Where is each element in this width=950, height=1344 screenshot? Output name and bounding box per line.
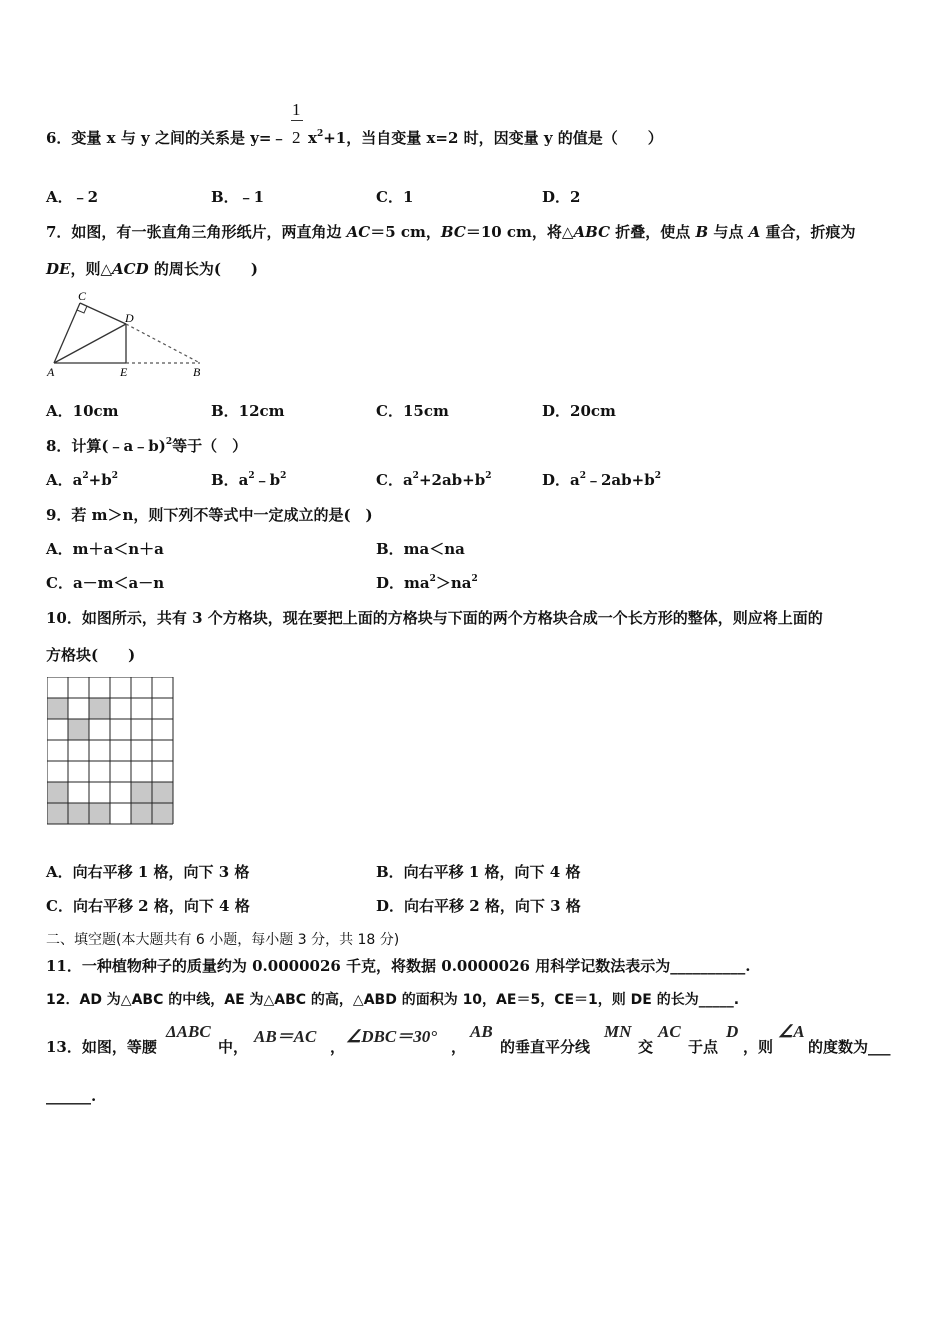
q10-option-c: C．向右平移 2 格，向下 4 格 bbox=[46, 897, 250, 915]
q8-b-pre: B．a bbox=[211, 471, 249, 489]
q8-stem-text: 8．计算(﹣a﹣b) bbox=[46, 437, 166, 455]
q7-text-e: 与点 bbox=[708, 223, 749, 241]
q7-option-b: B．12cm bbox=[211, 402, 285, 420]
q10-grid-figure bbox=[47, 677, 177, 825]
q13-t3: ， bbox=[330, 1038, 346, 1056]
q11-stem: 11．一种植物种子的质量约为 0.0000026 千克，将数据 0.0000026 用科学记数法表示为__________. bbox=[46, 957, 751, 975]
q13-m-angle-a: ∠A bbox=[778, 1022, 805, 1041]
q7-label-a: A bbox=[47, 365, 55, 379]
q7-text-c: ＝10 cm，将△ bbox=[465, 223, 574, 241]
q13-m-d: D bbox=[726, 1022, 739, 1041]
q9-option-d bbox=[376, 572, 478, 593]
q7-bc: BC bbox=[440, 223, 466, 241]
q13-t7: 于点 bbox=[688, 1038, 719, 1056]
q8-stem bbox=[46, 435, 247, 456]
q8-stem-sup: 2 bbox=[165, 437, 173, 447]
q9-d-sup2: 2 bbox=[471, 574, 478, 584]
q13-t9: 的度数为___ bbox=[808, 1038, 891, 1056]
q10-option-a: A．向右平移 1 格，向下 3 格 bbox=[46, 863, 250, 881]
grid-cell-bottom-3 bbox=[68, 803, 89, 824]
q7-acd: ACD bbox=[112, 260, 149, 278]
grid-cell-bottom-6 bbox=[152, 782, 173, 803]
q7-edge-db-dashed bbox=[126, 324, 200, 363]
grid-cell-bottom-8 bbox=[131, 803, 152, 824]
q7-option-a: A．10cm bbox=[46, 402, 119, 420]
q8-b-mid: ﹣b bbox=[254, 471, 281, 489]
q13-t6: 交 bbox=[638, 1038, 654, 1056]
q7-de: DE bbox=[46, 260, 71, 278]
q6-post-x: x bbox=[308, 129, 317, 147]
q13-t8: ，则 bbox=[743, 1038, 774, 1056]
q8-d-sup1: 2 bbox=[579, 471, 586, 481]
grid-cell-bottom-4 bbox=[89, 803, 110, 824]
grid-cell-bottom-1 bbox=[47, 782, 68, 803]
q7-option-c: C．15cm bbox=[376, 402, 449, 420]
q7-edge-ad bbox=[54, 324, 126, 363]
q8-c-sup2: 2 bbox=[485, 471, 492, 481]
q6-post-rest: +1，当自变量 x=2 时，因变量 y 的值是（ ） bbox=[323, 129, 663, 147]
grid-cell-top-2 bbox=[89, 698, 110, 719]
q13-m-triangle-abc: ΔABC bbox=[166, 1022, 211, 1041]
q13-t4: ， bbox=[451, 1038, 467, 1056]
q8-d-sup2: 2 bbox=[654, 471, 661, 481]
q10-line2: 方格块( ) bbox=[46, 646, 136, 664]
q7-line1 bbox=[46, 221, 855, 242]
q7-text-d: 折叠，使点 bbox=[610, 223, 696, 241]
q9-option-a: A．m＋a＜n＋a bbox=[46, 540, 164, 558]
q6-pre: 6．变量 x 与 y 之间的关系是 y=﹣ bbox=[46, 129, 287, 147]
q12-stem: 12．AD 为△ABC 的中线，AE 为△ABC 的高，△ABD 的面积为 10，AE＝5，CE＝1，则 DE 的长为_____. bbox=[46, 992, 740, 1008]
q9-d-sup1: 2 bbox=[429, 574, 436, 584]
q8-option-d bbox=[542, 469, 661, 490]
q8-option-b bbox=[211, 469, 286, 490]
q8-c-sup1: 2 bbox=[412, 471, 419, 481]
grid-cell-bottom-2 bbox=[47, 803, 68, 824]
q7-line2 bbox=[46, 258, 258, 279]
q9-d-mid: ＞na bbox=[435, 574, 472, 592]
q7-text-f: 重合，折痕为 bbox=[760, 223, 856, 241]
q13-t2: 中， bbox=[218, 1038, 249, 1056]
q13-m-ac: AC bbox=[658, 1022, 681, 1041]
grid-cell-bottom-5 bbox=[131, 782, 152, 803]
q8-option-a bbox=[46, 469, 118, 490]
q6-option-d: D．2 bbox=[542, 188, 581, 206]
q7-point-a: A bbox=[748, 223, 761, 241]
q6-stem bbox=[46, 127, 287, 148]
q7-point-b: B bbox=[695, 223, 709, 241]
q8-a-sup2: 2 bbox=[111, 471, 118, 481]
q7-text-a: 7．如图，有一张直角三角形纸片，两直角边 bbox=[46, 223, 347, 241]
q8-a-sup1: 2 bbox=[82, 471, 89, 481]
q6-frac-bar bbox=[291, 120, 303, 121]
q9-stem: 9．若 m＞n，则下列不等式中一定成立的是( ) bbox=[46, 506, 373, 524]
q8-option-c bbox=[376, 469, 491, 490]
q8-a-pre: A．a bbox=[46, 471, 83, 489]
section-2-heading: 二、填空题(本大题共有 6 小题，每小题 3 分，共 18 分) bbox=[46, 932, 400, 948]
q10-option-b: B．向右平移 1 格，向下 4 格 bbox=[376, 863, 581, 881]
q8-c-pre: C．a bbox=[376, 471, 413, 489]
q7-label-d: D bbox=[125, 311, 134, 325]
q8-d-mid: ﹣2ab+b bbox=[586, 471, 655, 489]
q8-d-pre: D．a bbox=[542, 471, 580, 489]
q8-b-sup1: 2 bbox=[248, 471, 255, 481]
q9-option-b: B．ma＜na bbox=[376, 540, 465, 558]
grid-cell-top-3 bbox=[68, 719, 89, 740]
q7-label-e: E bbox=[120, 365, 128, 379]
q7-text-h: 的周长为( ) bbox=[148, 260, 259, 278]
q7-label-b: B bbox=[193, 365, 201, 379]
q6-frac-num: 1 bbox=[292, 100, 301, 119]
grid-cell-top-1 bbox=[47, 698, 68, 719]
q13-m-mn: MN bbox=[604, 1022, 632, 1041]
q6-option-a: A．﹣2 bbox=[46, 188, 99, 206]
q7-triangle-figure bbox=[40, 288, 220, 383]
q13-m-ab: AB bbox=[470, 1022, 493, 1041]
q8-b-sup2: 2 bbox=[280, 471, 287, 481]
q9-option-c: C．a－m＜a－n bbox=[46, 574, 165, 592]
q6-frac-den: 2 bbox=[292, 128, 301, 147]
q8-stem-post: 等于（ ） bbox=[172, 437, 248, 455]
q13-t5: 的垂直平分线 bbox=[500, 1038, 591, 1056]
q13-line2: ______. bbox=[46, 1087, 97, 1105]
q13-m-angle-dbc: ∠DBC＝30° bbox=[346, 1027, 437, 1046]
q6-post-sup: 2 bbox=[316, 129, 324, 139]
q10-option-d: D．向右平移 2 格，向下 3 格 bbox=[376, 897, 581, 915]
q6-option-b: B．﹣1 bbox=[211, 188, 265, 206]
q10-line1: 10．如图所示，共有 3 个方格块，现在要把上面的方格块与下面的两个方格块合成一个长方形的整体，则应将上面的 bbox=[46, 609, 823, 627]
q7-option-d: D．20cm bbox=[542, 402, 616, 420]
q7-label-c: C bbox=[78, 289, 87, 303]
q7-abc: ABC bbox=[573, 223, 611, 241]
q7-edge-ac bbox=[54, 303, 80, 363]
q13-m-ab-eq-ac: AB＝AC bbox=[254, 1027, 317, 1046]
grid-cell-bottom-7 bbox=[152, 803, 173, 824]
q7-text-b: ＝5 cm， bbox=[370, 223, 441, 241]
q6-option-c: C．1 bbox=[376, 188, 414, 206]
q7-text-g: ，则△ bbox=[70, 260, 112, 278]
q8-a-mid: +b bbox=[88, 471, 112, 489]
q8-c-mid: +2ab+b bbox=[418, 471, 486, 489]
q7-ac: AC bbox=[346, 223, 371, 241]
q6-post bbox=[308, 127, 663, 148]
q9-d-pre: D．ma bbox=[376, 574, 430, 592]
q13-t1: 13．如图，等腰 bbox=[46, 1038, 157, 1056]
